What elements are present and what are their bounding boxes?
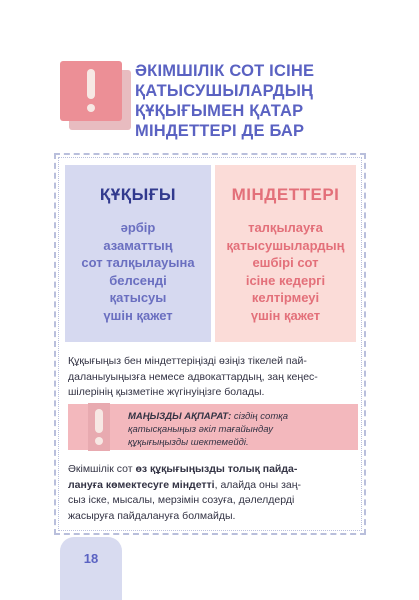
rights-title: ҚҰҚЫҒЫ <box>99 185 177 204</box>
page-number-tab <box>60 537 122 600</box>
notice-line: сіздің сотқа <box>231 411 289 422</box>
duties-text <box>215 219 356 324</box>
duties-line: ісіне кедергі <box>245 272 326 288</box>
rights-text <box>65 219 211 324</box>
paragraph-line: жасыруға пайдалануға болмайды. <box>68 509 236 522</box>
paragraph-text: , алайда оны заң- <box>214 478 302 491</box>
paragraph-line: даланыуыңызға немесе адвокаттардың, заң кеңес- <box>68 370 318 383</box>
duties-line: талқылауға <box>248 220 323 235</box>
paragraph-line: сыз іске, мысалы, мерзімін созуға, дәлелдерді <box>68 494 295 506</box>
notice-line: құқығыңызды шектемейді. <box>128 437 249 448</box>
duties-line: келтірмеуі <box>251 290 320 305</box>
exclamation-icon <box>88 403 110 451</box>
notice-text <box>128 410 354 449</box>
title-line: МІНДЕТТЕРІ ДЕ БАР <box>135 122 305 140</box>
duties-line: қатысушылардың <box>226 237 345 253</box>
title-line: ӘКІМШІЛІК СОТ ІСІНЕ <box>135 62 315 80</box>
rights-line: белсенді <box>109 272 167 288</box>
paragraph-bold: өз құқығыңызды толық пайда- <box>135 463 298 475</box>
rights-panel <box>65 165 211 342</box>
title-line: ҚАТЫСУШЫЛАРДЫҢ <box>135 82 314 100</box>
rights-line: үшін қажет <box>103 307 173 323</box>
duties-line: үшін қажет <box>250 307 321 323</box>
paragraph-bold: лануға көмектесуге міндетті <box>68 478 215 491</box>
paragraph-line: Құқығыңыз бен міндеттеріңізді өзіңіз тікелей пай- <box>68 355 307 367</box>
duties-title: МІНДЕТТЕРІ <box>231 185 340 204</box>
rights-line: әрбір <box>120 220 156 235</box>
page-title <box>135 61 415 141</box>
notice-line: қатысқаныңыз әкіл тағайындау <box>128 424 273 435</box>
rights-line: қатысуы <box>109 290 167 305</box>
rights-line: азаматтың <box>103 237 173 253</box>
page-number: 18 <box>83 551 99 566</box>
notice-label: МАҢЫЗДЫ АҚПАРАТ: <box>128 411 232 422</box>
intro-paragraph <box>68 354 358 401</box>
duties-panel <box>215 165 356 342</box>
rights-line: сот талқылауына <box>81 255 195 270</box>
court-duty-paragraph <box>68 462 358 524</box>
title-line: ҚҰҚЫҒЫМЕН ҚАТАР <box>135 102 304 120</box>
exclamation-icon <box>60 61 122 121</box>
paragraph-text: Әкімшілік сот <box>68 463 136 475</box>
duties-line: ешбірі сот <box>252 255 319 270</box>
important-notice <box>68 404 358 450</box>
paragraph-line: шілерінің қызметіне жүгінуіңізге болады. <box>68 386 265 398</box>
